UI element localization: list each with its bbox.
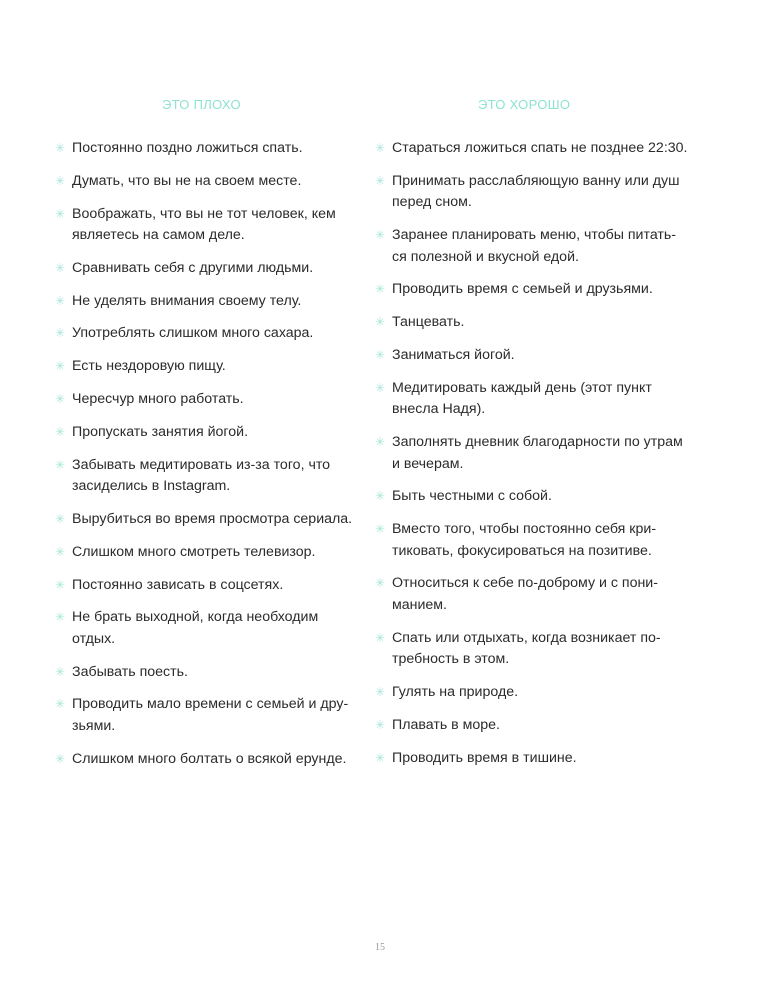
list-item-text: Слишком много смотреть телевизор. [72,543,316,560]
asterisk-bullet-icon: ✳ [375,522,386,537]
list-item-text: Забывать медитировать из-за того, что засиделись в Instagram. [72,456,331,495]
list-item-text: Постоянно поздно ложиться спать. [72,140,303,156]
asterisk-bullet-icon: ✳ [55,260,66,275]
asterisk-bullet-icon: ✳ [55,751,66,766]
asterisk-bullet-icon: ✳ [55,511,66,526]
asterisk-bullet-icon: ✳ [55,359,66,374]
list-item-text: Употреблять слишком много сахара. [72,325,314,342]
list-item [55,291,355,313]
list-item-text: Принимать расслабляющую ванну или душ перед сном. [392,172,680,211]
list-item-text: Забывать поесть. [72,663,188,680]
asterisk-bullet-icon: ✳ [375,282,386,297]
asterisk-bullet-icon: ✳ [375,141,386,155]
list-item [375,573,690,616]
list-item [55,258,355,280]
list-item-text: Чересчур много работать. [72,391,244,408]
list-item [55,542,355,564]
list-item [55,575,355,597]
list-item [375,138,690,160]
list-item [55,138,355,160]
list-item-text: Медитировать каждый день (этот пункт внесла Надя). [392,379,652,418]
asterisk-bullet-icon: ✳ [55,697,66,712]
asterisk-bullet-icon: ✳ [55,610,66,625]
list-item-text: Плавать в море. [392,716,500,733]
list-item [375,715,690,737]
asterisk-bullet-icon: ✳ [375,380,386,395]
asterisk-bullet-icon: ✳ [375,576,386,591]
asterisk-bullet-icon: ✳ [375,173,386,188]
list-item-text: Воображать, что вы не тот человек, кем являетесь на самом деле. [72,205,336,244]
page-number: 15 [375,942,385,953]
asterisk-bullet-icon: ✳ [375,685,386,700]
list-item [375,432,690,475]
list-item-text: Думать, что вы не на своем месте. [72,172,302,189]
list-item [55,356,355,378]
asterisk-bullet-icon: ✳ [55,206,66,221]
list-item-text: Вместо того, чтобы постоянно себя кри-тиковать, фокусироваться на позитиве. [392,521,657,559]
list-item [55,662,355,684]
list-item-text: Относиться к себе по-доброму и с пони-манием. [392,575,658,613]
list-item-text: Заниматься йогой. [392,346,515,363]
list-item [375,171,690,214]
list-item [55,323,355,345]
list-item [375,519,690,562]
list-item-text: Заполнять дневник благодарности по утрам и вечерам. [392,434,683,472]
list-item-text: Спать или отдыхать, когда возникает по-требность в этом. [392,629,661,668]
asterisk-bullet-icon: ✳ [375,228,386,243]
list-item-text: Проводить мало времени с семьей и дру-зьями. [72,696,349,734]
list-item-text: Гулять на природе. [392,684,519,701]
asterisk-bullet-icon: ✳ [55,424,66,439]
list-item-text: Стараться ложиться спать не позднее 22:30. [392,140,688,156]
list-item-text: Быть честными с собой. [392,488,552,505]
list-item [55,422,355,444]
list-item-text: Не брать выходной, когда необходим отдых. [72,609,319,647]
list-item [375,279,690,301]
list-item-text: Слишком много болтать о всякой ерунде. [72,750,347,767]
list-item-text: Танцевать. [392,314,465,331]
asterisk-bullet-icon: ✳ [55,173,66,188]
asterisk-bullet-icon: ✳ [375,717,386,732]
asterisk-bullet-icon: ✳ [375,630,386,645]
list-item [55,509,355,531]
asterisk-bullet-icon: ✳ [375,750,386,765]
list-item [55,171,355,193]
list-item-text: Заранее планировать меню, чтобы питать-ся полезной и вкусной едой. [392,227,677,265]
asterisk-bullet-icon: ✳ [55,457,66,472]
list-item-text: Не уделять внимания своему телу. [72,292,302,309]
list-item-text: Постоянно зависать в соцсетях. [72,576,284,593]
list-item [375,378,690,421]
asterisk-bullet-icon: ✳ [55,293,66,308]
list-item [375,628,690,671]
list-item [55,607,355,650]
list-item [375,486,690,508]
asterisk-bullet-icon: ✳ [55,141,66,155]
list-item [55,204,355,247]
list-item-text: Пропускать занятия йогой. [72,423,249,440]
list-item-text: Сравнивать себя с другими людьми. [72,259,314,276]
list-item [55,455,355,498]
asterisk-bullet-icon: ✳ [375,435,386,450]
list-item [375,312,690,334]
list-item [375,682,690,704]
bad-heading: ЭТО ПЛОХО [162,97,241,112]
asterisk-bullet-icon: ✳ [55,326,66,341]
asterisk-bullet-icon: ✳ [375,315,386,330]
asterisk-bullet-icon: ✳ [375,489,386,504]
list-item [375,225,690,268]
list-item [55,694,355,737]
list-item [55,749,355,771]
list-item-text: Вырубиться во время просмотра сериала. [72,510,353,527]
good-heading: ЭТО ХОРОШО [478,97,571,112]
asterisk-bullet-icon: ✳ [55,392,66,407]
list-item-text: Проводить время в тишине. [392,749,577,766]
asterisk-bullet-icon: ✳ [55,544,66,559]
list-item [55,389,355,411]
list-item-text: Проводить время с семьей и друзьями. [392,281,653,298]
bad-list [55,138,355,782]
good-list [375,138,690,780]
list-item-text: Есть нездоровую пищу. [72,358,226,375]
asterisk-bullet-icon: ✳ [55,577,66,592]
asterisk-bullet-icon: ✳ [375,347,386,362]
asterisk-bullet-icon: ✳ [55,664,66,679]
list-item [375,748,690,770]
list-item [375,345,690,367]
